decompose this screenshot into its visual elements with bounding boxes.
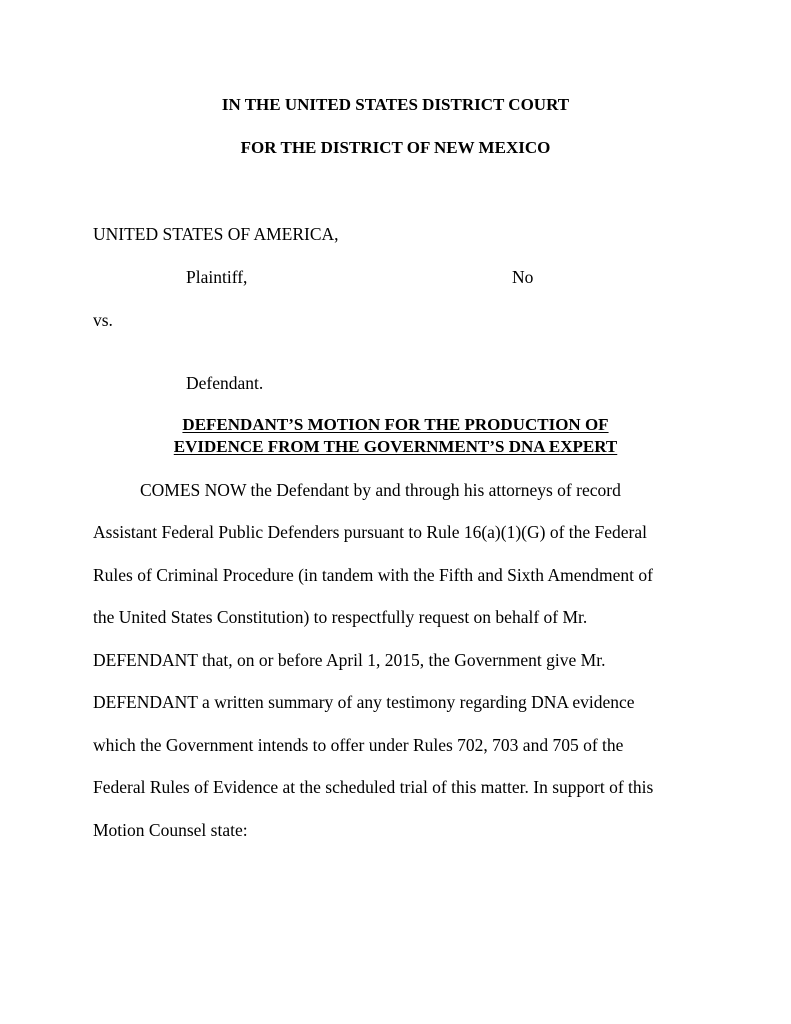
body-line: Motion Counsel state: — [93, 820, 248, 840]
versus-label: vs. — [93, 310, 113, 330]
district-heading: FOR THE DISTRICT OF NEW MEXICO — [240, 138, 551, 157]
body-line: Rules of Criminal Procedure (in tandem with the Fifth and Sixth Amendment of — [93, 565, 653, 585]
body-line: Federal Rules of Evidence at the scheduled trial of this matter. In support of this — [93, 777, 654, 797]
motion-title-line-1: DEFENDANT’S MOTION FOR THE PRODUCTION OF — [182, 415, 609, 434]
court-name-heading: IN THE UNITED STATES DISTRICT COURT — [221, 95, 570, 114]
body-line: the United States Constitution) to respectfully request on behalf of Mr. — [93, 607, 588, 627]
motion-title-line-2: EVIDENCE FROM THE GOVERNMENT’S DNA EXPERT — [173, 437, 618, 456]
body-line: DEFENDANT a written summary of any testimony regarding DNA evidence — [93, 692, 635, 712]
defendant-role: Defendant. — [186, 373, 264, 393]
body-line: Assistant Federal Public Defenders pursuant to Rule 16(a)(1)(G) of the Federal — [93, 522, 648, 542]
case-number-label: No — [512, 267, 534, 287]
body-line: which the Government intends to offer under Rules 702, 703 and 705 of the — [93, 735, 624, 755]
body-line: DEFENDANT that, on or before April 1, 2015, the Government give Mr. — [93, 650, 606, 670]
plaintiff-role: Plaintiff, — [186, 267, 248, 287]
plaintiff-name: UNITED STATES OF AMERICA, — [93, 224, 339, 244]
body-line: COMES NOW the Defendant by and through his attorneys of record — [140, 480, 621, 500]
